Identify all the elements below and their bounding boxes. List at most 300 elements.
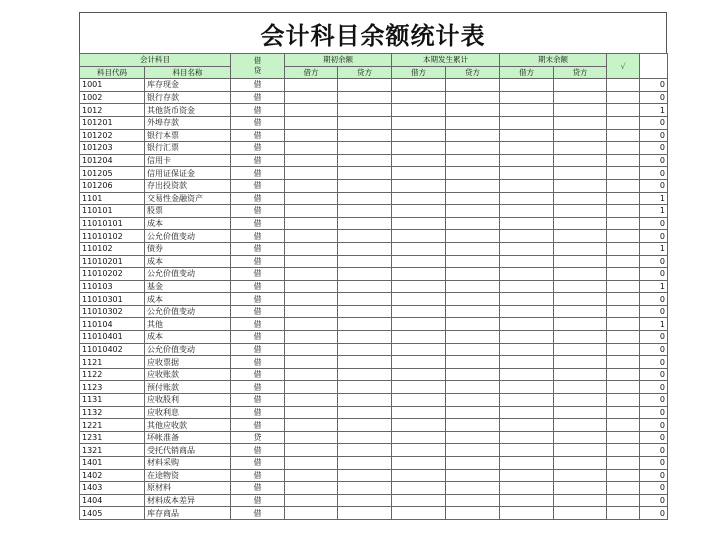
direction-cell[interactable]: 借 — [231, 116, 285, 129]
account-code-cell[interactable]: 1401 — [80, 457, 145, 470]
direction-cell[interactable]: 借 — [231, 154, 285, 167]
opening-credit-cell[interactable] — [338, 205, 392, 218]
opening-debit-cell[interactable] — [285, 230, 338, 243]
direction-cell[interactable]: 借 — [231, 293, 285, 306]
closing-debit-cell[interactable] — [500, 381, 554, 394]
current-credit-cell[interactable] — [446, 129, 500, 142]
closing-debit-cell[interactable] — [500, 154, 554, 167]
current-credit-cell[interactable] — [446, 293, 500, 306]
direction-cell[interactable]: 借 — [231, 356, 285, 369]
current-credit-cell[interactable] — [446, 205, 500, 218]
closing-debit-cell[interactable] — [500, 444, 554, 457]
closing-debit-cell[interactable] — [500, 192, 554, 205]
account-name-cell[interactable]: 其他货币资金 — [145, 104, 231, 117]
value-cell[interactable]: 0 — [640, 255, 668, 268]
direction-cell[interactable]: 借 — [231, 255, 285, 268]
current-debit-cell[interactable] — [392, 142, 446, 155]
opening-credit-cell[interactable] — [338, 431, 392, 444]
direction-cell[interactable]: 贷 — [231, 431, 285, 444]
check-cell[interactable] — [607, 431, 640, 444]
opening-credit-cell[interactable] — [338, 255, 392, 268]
direction-cell[interactable]: 借 — [231, 305, 285, 318]
opening-debit-cell[interactable] — [285, 217, 338, 230]
direction-cell[interactable]: 借 — [231, 331, 285, 344]
check-cell[interactable] — [607, 154, 640, 167]
account-code-cell[interactable]: 1132 — [80, 406, 145, 419]
account-name-cell[interactable]: 交易性金融资产 — [145, 192, 231, 205]
current-credit-cell[interactable] — [446, 179, 500, 192]
closing-credit-cell[interactable] — [554, 343, 607, 356]
check-cell[interactable] — [607, 318, 640, 331]
current-debit-cell[interactable] — [392, 116, 446, 129]
closing-credit-cell[interactable] — [554, 280, 607, 293]
check-cell[interactable] — [607, 142, 640, 155]
closing-credit-cell[interactable] — [554, 494, 607, 507]
closing-credit-cell[interactable] — [554, 457, 607, 470]
closing-credit-cell[interactable] — [554, 406, 607, 419]
account-code-cell[interactable]: 101205 — [80, 167, 145, 180]
closing-credit-cell[interactable] — [554, 419, 607, 432]
closing-credit-cell[interactable] — [554, 179, 607, 192]
opening-credit-cell[interactable] — [338, 419, 392, 432]
account-name-cell[interactable]: 银行本票 — [145, 129, 231, 142]
opening-debit-cell[interactable] — [285, 482, 338, 495]
account-code-cell[interactable]: 11010402 — [80, 343, 145, 356]
account-name-cell[interactable]: 银行汇票 — [145, 142, 231, 155]
value-cell[interactable]: 0 — [640, 116, 668, 129]
value-cell[interactable]: 0 — [640, 469, 668, 482]
current-credit-cell[interactable] — [446, 406, 500, 419]
value-cell[interactable]: 0 — [640, 406, 668, 419]
check-cell[interactable] — [607, 242, 640, 255]
account-name-cell[interactable]: 成本 — [145, 255, 231, 268]
account-name-cell[interactable]: 公允价值变动 — [145, 343, 231, 356]
account-name-cell[interactable]: 材料采购 — [145, 457, 231, 470]
current-debit-cell[interactable] — [392, 179, 446, 192]
opening-debit-cell[interactable] — [285, 331, 338, 344]
direction-cell[interactable]: 借 — [231, 507, 285, 520]
closing-debit-cell[interactable] — [500, 368, 554, 381]
current-debit-cell[interactable] — [392, 305, 446, 318]
closing-credit-cell[interactable] — [554, 482, 607, 495]
opening-debit-cell[interactable] — [285, 179, 338, 192]
direction-cell[interactable]: 借 — [231, 192, 285, 205]
check-cell[interactable] — [607, 406, 640, 419]
opening-credit-cell[interactable] — [338, 230, 392, 243]
opening-debit-cell[interactable] — [285, 192, 338, 205]
closing-debit-cell[interactable] — [500, 217, 554, 230]
closing-debit-cell[interactable] — [500, 280, 554, 293]
closing-credit-cell[interactable] — [554, 205, 607, 218]
current-debit-cell[interactable] — [392, 406, 446, 419]
current-credit-cell[interactable] — [446, 368, 500, 381]
current-debit-cell[interactable] — [392, 469, 446, 482]
current-debit-cell[interactable] — [392, 431, 446, 444]
account-name-cell[interactable]: 其他应收款 — [145, 419, 231, 432]
closing-debit-cell[interactable] — [500, 343, 554, 356]
account-code-cell[interactable]: 11010401 — [80, 331, 145, 344]
direction-cell[interactable]: 借 — [231, 167, 285, 180]
check-cell[interactable] — [607, 331, 640, 344]
current-debit-cell[interactable] — [392, 230, 446, 243]
check-cell[interactable] — [607, 217, 640, 230]
closing-credit-cell[interactable] — [554, 431, 607, 444]
current-credit-cell[interactable] — [446, 343, 500, 356]
value-cell[interactable]: 0 — [640, 394, 668, 407]
current-debit-cell[interactable] — [392, 419, 446, 432]
direction-cell[interactable]: 借 — [231, 217, 285, 230]
account-code-cell[interactable]: 1002 — [80, 91, 145, 104]
current-credit-cell[interactable] — [446, 469, 500, 482]
value-cell[interactable]: 0 — [640, 431, 668, 444]
current-debit-cell[interactable] — [392, 482, 446, 495]
current-credit-cell[interactable] — [446, 192, 500, 205]
closing-debit-cell[interactable] — [500, 394, 554, 407]
value-cell[interactable]: 0 — [640, 494, 668, 507]
account-name-cell[interactable]: 外埠存款 — [145, 116, 231, 129]
current-debit-cell[interactable] — [392, 129, 446, 142]
opening-credit-cell[interactable] — [338, 242, 392, 255]
closing-debit-cell[interactable] — [500, 507, 554, 520]
account-name-cell[interactable]: 信用卡 — [145, 154, 231, 167]
account-name-cell[interactable]: 基金 — [145, 280, 231, 293]
account-name-cell[interactable]: 受托代销商品 — [145, 444, 231, 457]
current-credit-cell[interactable] — [446, 381, 500, 394]
check-cell[interactable] — [607, 230, 640, 243]
value-cell[interactable]: 0 — [640, 91, 668, 104]
opening-debit-cell[interactable] — [285, 507, 338, 520]
closing-debit-cell[interactable] — [500, 104, 554, 117]
current-credit-cell[interactable] — [446, 268, 500, 281]
opening-debit-cell[interactable] — [285, 381, 338, 394]
account-code-cell[interactable]: 110103 — [80, 280, 145, 293]
value-cell[interactable]: 0 — [640, 268, 668, 281]
closing-credit-cell[interactable] — [554, 318, 607, 331]
closing-debit-cell[interactable] — [500, 242, 554, 255]
account-code-cell[interactable]: 11010201 — [80, 255, 145, 268]
check-cell[interactable] — [607, 179, 640, 192]
opening-debit-cell[interactable] — [285, 469, 338, 482]
check-cell[interactable] — [607, 368, 640, 381]
account-code-cell[interactable]: 1405 — [80, 507, 145, 520]
current-debit-cell[interactable] — [392, 343, 446, 356]
check-cell[interactable] — [607, 255, 640, 268]
current-debit-cell[interactable] — [392, 217, 446, 230]
closing-credit-cell[interactable] — [554, 331, 607, 344]
closing-credit-cell[interactable] — [554, 230, 607, 243]
current-credit-cell[interactable] — [446, 116, 500, 129]
current-debit-cell[interactable] — [392, 394, 446, 407]
opening-debit-cell[interactable] — [285, 343, 338, 356]
direction-cell[interactable]: 借 — [231, 381, 285, 394]
opening-debit-cell[interactable] — [285, 104, 338, 117]
account-name-cell[interactable]: 坏帐准备 — [145, 431, 231, 444]
value-cell[interactable]: 0 — [640, 343, 668, 356]
current-debit-cell[interactable] — [392, 192, 446, 205]
current-credit-cell[interactable] — [446, 280, 500, 293]
check-cell[interactable] — [607, 469, 640, 482]
closing-debit-cell[interactable] — [500, 79, 554, 92]
opening-debit-cell[interactable] — [285, 368, 338, 381]
opening-credit-cell[interactable] — [338, 293, 392, 306]
account-name-cell[interactable]: 银行存款 — [145, 91, 231, 104]
direction-cell[interactable]: 借 — [231, 129, 285, 142]
value-cell[interactable]: 1 — [640, 192, 668, 205]
closing-debit-cell[interactable] — [500, 457, 554, 470]
opening-credit-cell[interactable] — [338, 381, 392, 394]
account-name-cell[interactable]: 股票 — [145, 205, 231, 218]
check-cell[interactable] — [607, 280, 640, 293]
closing-debit-cell[interactable] — [500, 318, 554, 331]
value-cell[interactable]: 0 — [640, 482, 668, 495]
current-credit-cell[interactable] — [446, 394, 500, 407]
opening-debit-cell[interactable] — [285, 154, 338, 167]
closing-credit-cell[interactable] — [554, 79, 607, 92]
closing-credit-cell[interactable] — [554, 444, 607, 457]
current-credit-cell[interactable] — [446, 305, 500, 318]
opening-credit-cell[interactable] — [338, 406, 392, 419]
current-debit-cell[interactable] — [392, 444, 446, 457]
value-cell[interactable]: 1 — [640, 104, 668, 117]
account-code-cell[interactable]: 1131 — [80, 394, 145, 407]
direction-cell[interactable]: 借 — [231, 343, 285, 356]
current-credit-cell[interactable] — [446, 457, 500, 470]
current-debit-cell[interactable] — [392, 318, 446, 331]
closing-debit-cell[interactable] — [500, 268, 554, 281]
direction-cell[interactable]: 借 — [231, 91, 285, 104]
check-cell[interactable] — [607, 457, 640, 470]
account-code-cell[interactable]: 110101 — [80, 205, 145, 218]
account-code-cell[interactable]: 11010102 — [80, 230, 145, 243]
value-cell[interactable]: 0 — [640, 217, 668, 230]
closing-credit-cell[interactable] — [554, 255, 607, 268]
closing-debit-cell[interactable] — [500, 91, 554, 104]
account-name-cell[interactable]: 成本 — [145, 293, 231, 306]
check-cell[interactable] — [607, 104, 640, 117]
current-credit-cell[interactable] — [446, 104, 500, 117]
current-debit-cell[interactable] — [392, 167, 446, 180]
current-debit-cell[interactable] — [392, 368, 446, 381]
value-cell[interactable]: 1 — [640, 205, 668, 218]
account-name-cell[interactable]: 应收票据 — [145, 356, 231, 369]
closing-credit-cell[interactable] — [554, 91, 607, 104]
current-debit-cell[interactable] — [392, 457, 446, 470]
account-name-cell[interactable]: 存出投资款 — [145, 179, 231, 192]
opening-credit-cell[interactable] — [338, 268, 392, 281]
direction-cell[interactable]: 借 — [231, 394, 285, 407]
value-cell[interactable]: 0 — [640, 142, 668, 155]
closing-credit-cell[interactable] — [554, 104, 607, 117]
account-name-cell[interactable]: 库存商品 — [145, 507, 231, 520]
account-name-cell[interactable]: 应收账款 — [145, 368, 231, 381]
direction-cell[interactable]: 借 — [231, 79, 285, 92]
current-credit-cell[interactable] — [446, 230, 500, 243]
opening-debit-cell[interactable] — [285, 444, 338, 457]
closing-credit-cell[interactable] — [554, 268, 607, 281]
closing-debit-cell[interactable] — [500, 255, 554, 268]
account-name-cell[interactable]: 应收利息 — [145, 406, 231, 419]
current-debit-cell[interactable] — [392, 280, 446, 293]
account-code-cell[interactable]: 1402 — [80, 469, 145, 482]
check-cell[interactable] — [607, 394, 640, 407]
current-credit-cell[interactable] — [446, 507, 500, 520]
direction-cell[interactable]: 借 — [231, 268, 285, 281]
direction-cell[interactable]: 借 — [231, 406, 285, 419]
account-name-cell[interactable]: 成本 — [145, 331, 231, 344]
opening-debit-cell[interactable] — [285, 305, 338, 318]
account-code-cell[interactable]: 1321 — [80, 444, 145, 457]
value-cell[interactable]: 0 — [640, 419, 668, 432]
opening-credit-cell[interactable] — [338, 343, 392, 356]
opening-debit-cell[interactable] — [285, 406, 338, 419]
current-credit-cell[interactable] — [446, 331, 500, 344]
check-cell[interactable] — [607, 494, 640, 507]
opening-debit-cell[interactable] — [285, 79, 338, 92]
closing-credit-cell[interactable] — [554, 469, 607, 482]
opening-credit-cell[interactable] — [338, 494, 392, 507]
value-cell[interactable]: 0 — [640, 356, 668, 369]
current-debit-cell[interactable] — [392, 255, 446, 268]
opening-credit-cell[interactable] — [338, 104, 392, 117]
account-code-cell[interactable]: 101204 — [80, 154, 145, 167]
current-debit-cell[interactable] — [392, 268, 446, 281]
opening-credit-cell[interactable] — [338, 444, 392, 457]
account-name-cell[interactable]: 公允价值变动 — [145, 230, 231, 243]
opening-credit-cell[interactable] — [338, 356, 392, 369]
current-credit-cell[interactable] — [446, 356, 500, 369]
value-cell[interactable]: 0 — [640, 331, 668, 344]
check-cell[interactable] — [607, 116, 640, 129]
closing-debit-cell[interactable] — [500, 293, 554, 306]
closing-debit-cell[interactable] — [500, 129, 554, 142]
opening-debit-cell[interactable] — [285, 142, 338, 155]
account-name-cell[interactable]: 在途物资 — [145, 469, 231, 482]
closing-credit-cell[interactable] — [554, 305, 607, 318]
value-cell[interactable]: 0 — [640, 507, 668, 520]
account-code-cell[interactable]: 110102 — [80, 242, 145, 255]
value-cell[interactable]: 1 — [640, 280, 668, 293]
value-cell[interactable]: 1 — [640, 242, 668, 255]
check-cell[interactable] — [607, 419, 640, 432]
direction-cell[interactable]: 借 — [231, 444, 285, 457]
account-name-cell[interactable]: 信用证保证金 — [145, 167, 231, 180]
account-code-cell[interactable]: 1012 — [80, 104, 145, 117]
closing-credit-cell[interactable] — [554, 394, 607, 407]
account-name-cell[interactable]: 材料成本差异 — [145, 494, 231, 507]
account-code-cell[interactable]: 11010302 — [80, 305, 145, 318]
account-name-cell[interactable]: 成本 — [145, 217, 231, 230]
opening-credit-cell[interactable] — [338, 280, 392, 293]
closing-credit-cell[interactable] — [554, 507, 607, 520]
account-code-cell[interactable]: 1101 — [80, 192, 145, 205]
opening-credit-cell[interactable] — [338, 394, 392, 407]
current-credit-cell[interactable] — [446, 318, 500, 331]
account-code-cell[interactable]: 101202 — [80, 129, 145, 142]
opening-debit-cell[interactable] — [285, 457, 338, 470]
check-cell[interactable] — [607, 293, 640, 306]
opening-debit-cell[interactable] — [285, 167, 338, 180]
closing-debit-cell[interactable] — [500, 205, 554, 218]
current-credit-cell[interactable] — [446, 79, 500, 92]
account-code-cell[interactable]: 101206 — [80, 179, 145, 192]
account-code-cell[interactable]: 1122 — [80, 368, 145, 381]
opening-credit-cell[interactable] — [338, 507, 392, 520]
closing-credit-cell[interactable] — [554, 356, 607, 369]
opening-credit-cell[interactable] — [338, 179, 392, 192]
closing-debit-cell[interactable] — [500, 167, 554, 180]
opening-credit-cell[interactable] — [338, 91, 392, 104]
account-name-cell[interactable]: 库存现金 — [145, 79, 231, 92]
opening-credit-cell[interactable] — [338, 217, 392, 230]
opening-credit-cell[interactable] — [338, 142, 392, 155]
value-cell[interactable]: 0 — [640, 368, 668, 381]
check-cell[interactable] — [607, 444, 640, 457]
current-debit-cell[interactable] — [392, 91, 446, 104]
closing-debit-cell[interactable] — [500, 305, 554, 318]
current-debit-cell[interactable] — [392, 331, 446, 344]
current-credit-cell[interactable] — [446, 255, 500, 268]
direction-cell[interactable]: 借 — [231, 142, 285, 155]
value-cell[interactable]: 0 — [640, 381, 668, 394]
check-cell[interactable] — [607, 507, 640, 520]
account-name-cell[interactable]: 其他 — [145, 318, 231, 331]
closing-credit-cell[interactable] — [554, 381, 607, 394]
opening-credit-cell[interactable] — [338, 129, 392, 142]
opening-credit-cell[interactable] — [338, 482, 392, 495]
opening-credit-cell[interactable] — [338, 368, 392, 381]
value-cell[interactable]: 0 — [640, 167, 668, 180]
direction-cell[interactable]: 借 — [231, 494, 285, 507]
closing-credit-cell[interactable] — [554, 192, 607, 205]
current-debit-cell[interactable] — [392, 242, 446, 255]
opening-debit-cell[interactable] — [285, 293, 338, 306]
current-credit-cell[interactable] — [446, 419, 500, 432]
closing-debit-cell[interactable] — [500, 431, 554, 444]
closing-debit-cell[interactable] — [500, 142, 554, 155]
opening-debit-cell[interactable] — [285, 394, 338, 407]
check-cell[interactable] — [607, 343, 640, 356]
value-cell[interactable]: 0 — [640, 154, 668, 167]
account-code-cell[interactable]: 1123 — [80, 381, 145, 394]
direction-cell[interactable]: 借 — [231, 318, 285, 331]
opening-debit-cell[interactable] — [285, 255, 338, 268]
value-cell[interactable]: 0 — [640, 293, 668, 306]
current-debit-cell[interactable] — [392, 507, 446, 520]
current-credit-cell[interactable] — [446, 167, 500, 180]
check-cell[interactable] — [607, 482, 640, 495]
opening-debit-cell[interactable] — [285, 280, 338, 293]
current-debit-cell[interactable] — [392, 494, 446, 507]
closing-credit-cell[interactable] — [554, 167, 607, 180]
closing-debit-cell[interactable] — [500, 331, 554, 344]
account-code-cell[interactable]: 1001 — [80, 79, 145, 92]
value-cell[interactable]: 0 — [640, 79, 668, 92]
closing-credit-cell[interactable] — [554, 129, 607, 142]
current-credit-cell[interactable] — [446, 482, 500, 495]
closing-debit-cell[interactable] — [500, 469, 554, 482]
account-code-cell[interactable]: 11010301 — [80, 293, 145, 306]
direction-cell[interactable]: 借 — [231, 179, 285, 192]
opening-debit-cell[interactable] — [285, 91, 338, 104]
current-debit-cell[interactable] — [392, 154, 446, 167]
check-cell[interactable] — [607, 91, 640, 104]
opening-credit-cell[interactable] — [338, 305, 392, 318]
current-credit-cell[interactable] — [446, 431, 500, 444]
account-code-cell[interactable]: 101203 — [80, 142, 145, 155]
direction-cell[interactable]: 借 — [231, 419, 285, 432]
check-cell[interactable] — [607, 268, 640, 281]
closing-debit-cell[interactable] — [500, 406, 554, 419]
